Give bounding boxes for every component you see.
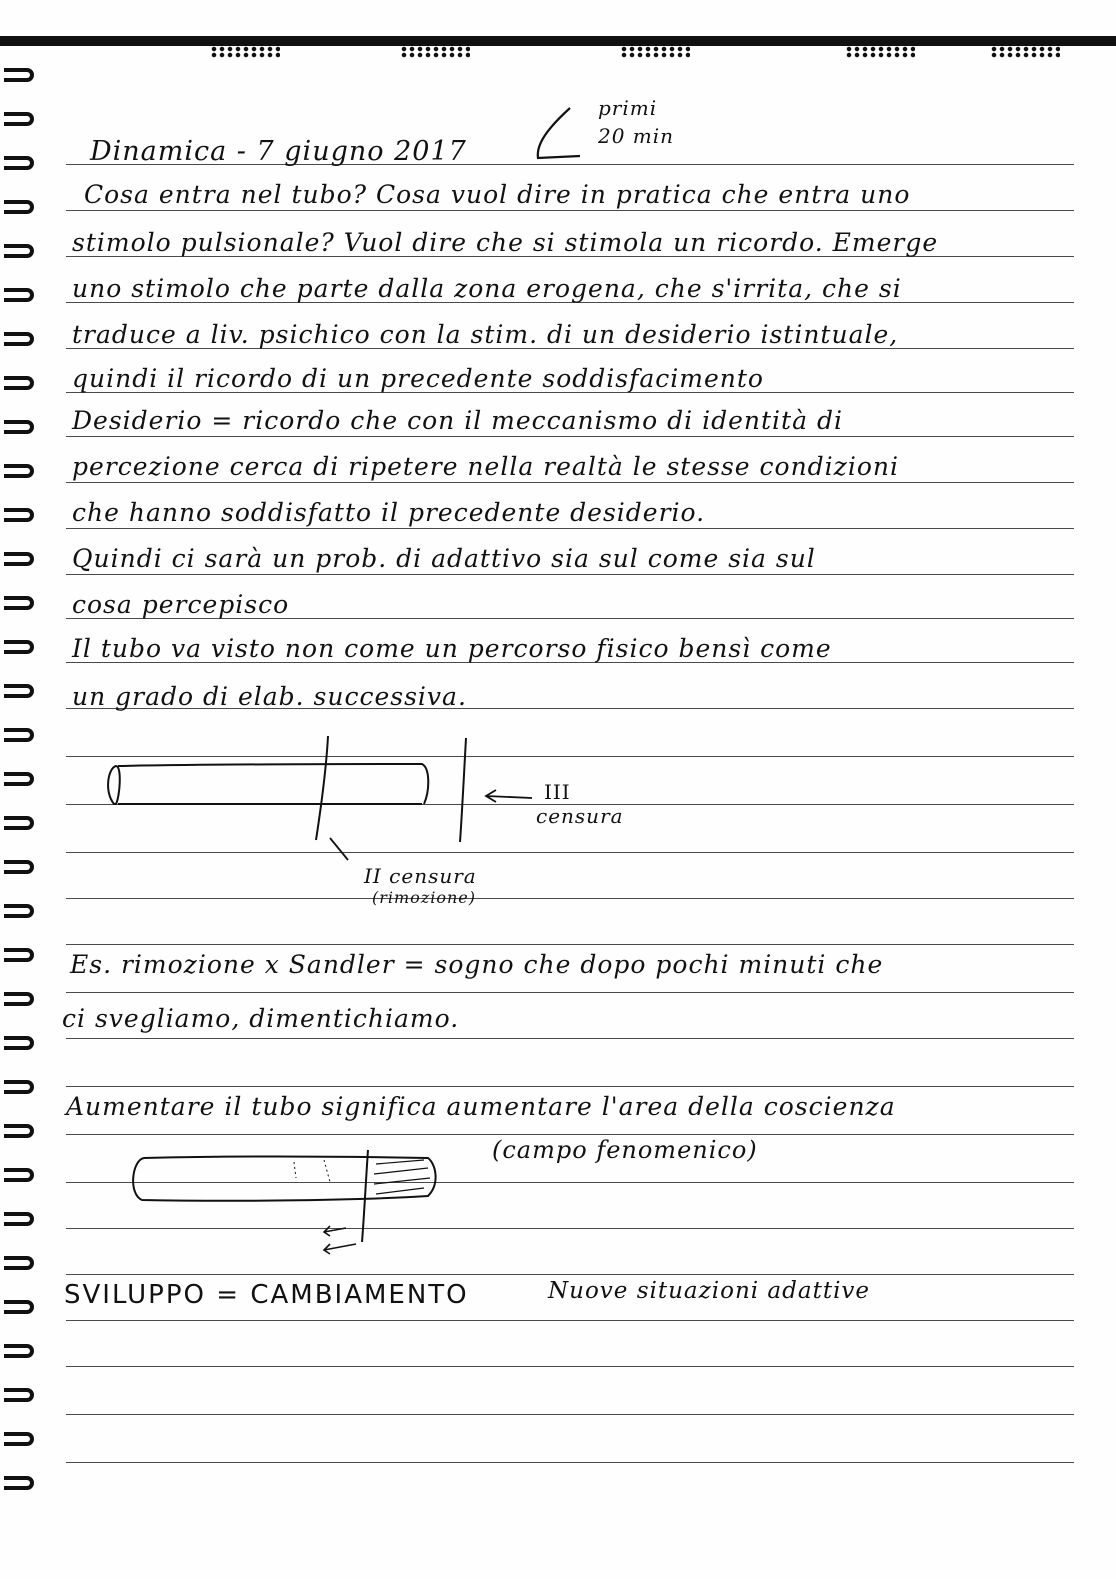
spiral-ring <box>4 772 34 786</box>
spiral-ring <box>4 1212 34 1226</box>
note-line: traduce a liv. psichico con la stim. di un desiderio istintuale, <box>72 320 899 349</box>
page-title: Dinamica - 7 giugno 2017 <box>90 136 467 167</box>
spiral-ring <box>4 1300 34 1314</box>
ruled-line <box>66 1320 1074 1321</box>
diagram-label-campo: (campo fenomenico) <box>492 1136 758 1164</box>
spiral-ring <box>4 68 34 82</box>
ruled-line <box>66 898 1074 899</box>
ruled-line <box>66 1462 1074 1463</box>
spiral-ring <box>4 728 34 742</box>
diagram-label-second-sub: (rimozione) <box>372 888 477 907</box>
spiral-ring <box>4 244 34 258</box>
note-line: Cosa entra nel tubo? Cosa vuol dire in pratica che entra uno <box>84 180 911 209</box>
spiral-ring <box>4 1432 34 1446</box>
spiral-ring <box>4 332 34 346</box>
perforation <box>400 46 470 58</box>
spiral-ring <box>4 640 34 654</box>
bracket-mark <box>530 104 590 168</box>
ruled-line <box>66 1086 1074 1087</box>
ruled-line <box>66 1414 1074 1415</box>
perforation <box>845 46 915 58</box>
ruled-line <box>66 944 1074 945</box>
perforation-row <box>100 46 1100 60</box>
note-line: Il tubo va visto non come un percorso fisico bensì come <box>72 634 832 663</box>
perforation <box>620 46 690 58</box>
spiral-ring <box>4 288 34 302</box>
expanded-tube-diagram <box>124 1138 444 1262</box>
ruled-line <box>66 992 1074 993</box>
tube-diagram <box>100 734 540 874</box>
spiral-ring <box>4 156 34 170</box>
spiral-ring <box>4 200 34 214</box>
perforation <box>210 46 280 58</box>
ruled-line <box>66 1134 1074 1135</box>
note-line: Desiderio = ricordo che con il meccanismo di identità di <box>72 406 843 435</box>
diagram-label-second: II censura <box>364 864 477 888</box>
corner-note-line-1: primi <box>598 96 658 120</box>
note-line: stimolo pulsionale? Vuol dire che si stimola un ricordo. Emerge <box>72 228 939 257</box>
spiral-ring <box>4 1124 34 1138</box>
spiral-ring <box>4 816 34 830</box>
spiral-ring <box>4 552 34 566</box>
ruled-line <box>66 1366 1074 1367</box>
ruled-line <box>66 528 1074 529</box>
spiral-ring <box>4 420 34 434</box>
diagram-label-third: III <box>544 780 571 804</box>
spiral-ring <box>4 508 34 522</box>
spiral-ring <box>4 992 34 1006</box>
note-line: Nuove situazioni adattive <box>548 1278 871 1304</box>
note-line: cosa percepisco <box>72 590 290 619</box>
page-top-edge <box>0 36 1116 46</box>
ruled-line <box>66 1274 1074 1275</box>
note-line-caps: SVILUPPO = CAMBIAMENTO <box>64 1280 469 1310</box>
spiral-ring <box>4 112 34 126</box>
note-line: un grado di elab. successiva. <box>72 682 467 711</box>
note-line: Aumentare il tubo significa aumentare l'area della coscienza <box>66 1092 896 1121</box>
ruled-line <box>66 574 1074 575</box>
note-line: uno stimolo che parte dalla zona erogena, che s'irrita, che si <box>72 274 902 303</box>
note-line: quindi il ricordo di un precedente soddisfacimento <box>72 364 764 393</box>
spiral-ring <box>4 1080 34 1094</box>
spiral-ring <box>4 948 34 962</box>
spiral-ring <box>4 464 34 478</box>
spiral-ring <box>4 1036 34 1050</box>
note-line: Quindi ci sarà un prob. di adattivo sia sul come sia sul <box>72 544 816 573</box>
spiral-ring <box>4 1168 34 1182</box>
spiral-ring <box>4 904 34 918</box>
ruled-line <box>66 210 1074 211</box>
spiral-ring <box>4 860 34 874</box>
note-line: ci svegliamo, dimentichiamo. <box>62 1004 460 1033</box>
spiral-ring <box>4 1388 34 1402</box>
ruled-line <box>66 482 1074 483</box>
spiral-ring <box>4 684 34 698</box>
note-line: percezione cerca di ripetere nella realtà le stesse condizioni <box>72 452 899 481</box>
spiral-binding <box>0 60 40 1540</box>
note-line: che hanno soddisfatto il precedente desiderio. <box>72 498 706 527</box>
spiral-ring <box>4 596 34 610</box>
perforation <box>990 46 1060 58</box>
corner-note-line-2: 20 min <box>598 124 675 148</box>
note-line: Es. rimozione x Sandler = sogno che dopo pochi minuti che <box>70 950 884 979</box>
ruled-line <box>66 1038 1074 1039</box>
diagram-label-third-word: censura <box>536 804 624 828</box>
spiral-ring <box>4 1476 34 1490</box>
spiral-ring <box>4 1256 34 1270</box>
spiral-ring <box>4 1344 34 1358</box>
ruled-line <box>66 436 1074 437</box>
spiral-ring <box>4 376 34 390</box>
